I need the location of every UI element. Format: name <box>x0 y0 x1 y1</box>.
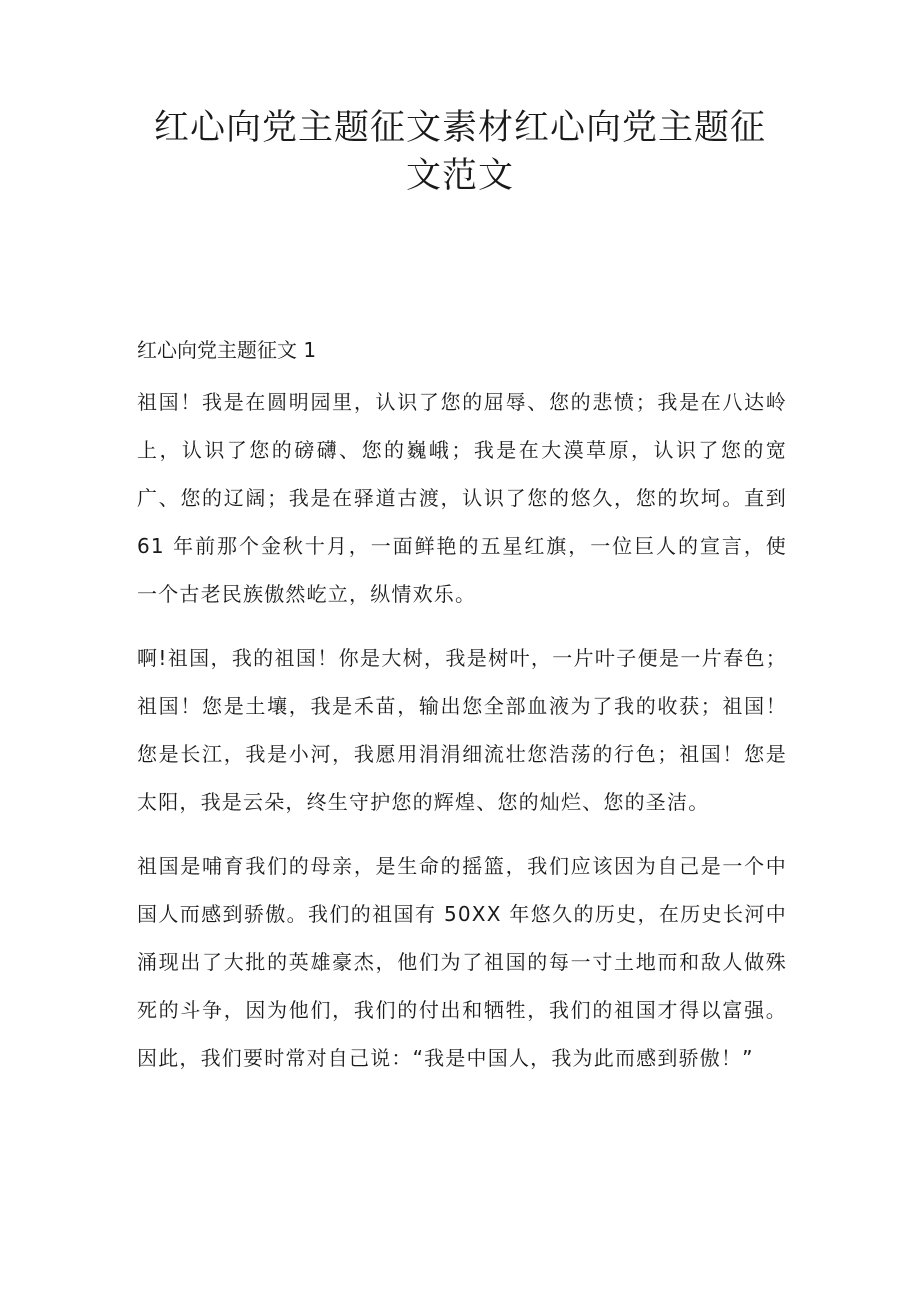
paragraph-2: 啊!祖国，我的祖国！你是大树，我是树叶，一片叶子便是一片春色；祖国！您是土壤，我是禾苗，输出您全部血液为了我的收获；祖国！您是长江，我是小河，我愿用涓涓细流壮您浩荡的行色；祖国！您是太阳，我是云朵，终生守护您的辉煌、您的灿烂、您的圣洁。 <box>137 646 787 814</box>
document-title: 红心向党主题征文素材红心向党主题征文范文 <box>153 108 766 196</box>
paragraph-1: 祖国！我是在圆明园里，认识了您的屈辱、您的悲愤；我是在八达岭上，认识了您的磅礴、您的巍峨；我是在大漠草原，认识了您的宽广、您的辽阔；我是在驿道古渡，认识了您的悠久，您的坎坷。直到 61 年前那个金秋十月，一面鲜艳的五星红旗，一位巨人的宣言，使一个古老民族傲然屹立，纵情欢乐。 <box>137 390 787 606</box>
document-body <box>137 330 787 1098</box>
section-heading: 红心向党主题征文 1 <box>137 338 317 362</box>
paragraph-3: 祖国是哺育我们的母亲，是生命的摇篮，我们应该因为自己是一个中国人而感到骄傲。我们的祖国有 50XX 年悠久的历史，在历史长河中涌现出了大批的英雄豪杰，他们为了祖国的每一寸土地而和敌人做殊死的斗争，因为他们，我们的付出和牺牲，我们的祖国才得以富强。因此，我们要时常对自己说：“我是中国人，我为此而感到骄傲！” <box>137 854 787 1070</box>
